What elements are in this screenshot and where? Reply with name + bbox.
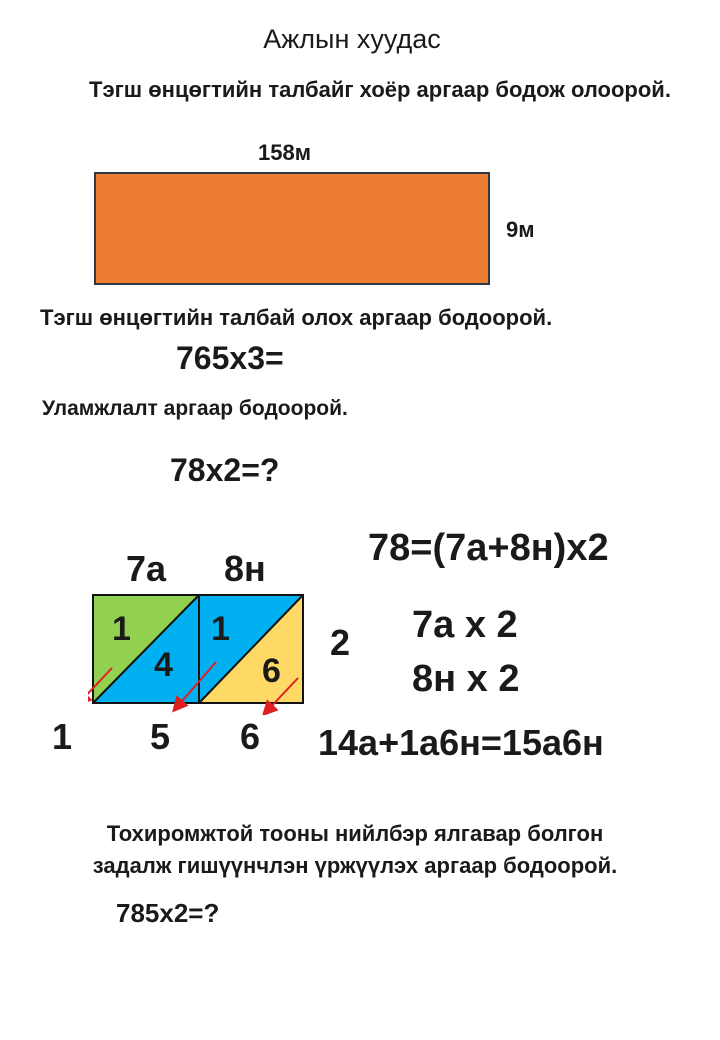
rectangle-height-label: 9м <box>506 217 535 242</box>
step-units-times-two: 8н х 2 <box>412 658 520 700</box>
lattice-cell-1-top-digit: 1 <box>112 610 131 648</box>
task-4-expression: 785х2=? <box>116 898 220 928</box>
lattice-multiplication-grid <box>88 590 313 715</box>
lattice-cell-1-bottom-digit: 4 <box>154 646 173 684</box>
task-2-expression: 765х3= <box>176 340 284 376</box>
decomposition-equation: 78=(7а+8н)х2 <box>368 527 609 569</box>
lattice-cell-2-top-digit: 1 <box>211 610 230 648</box>
page-title: Ажлын хуудас <box>263 24 441 54</box>
task-4-line-2: задалж гишүүнчлэн үржүүлэх аргаар бодоорой. <box>92 853 618 878</box>
lattice-row-label: 2 <box>330 622 351 663</box>
lattice-result-digit-3: 6 <box>240 716 261 757</box>
task-4-line-1: Тохиромжтой тооны нийлбэр ялгавар болгон <box>106 821 604 846</box>
sum-equation: 14а+1а6н=15а6н <box>318 722 604 763</box>
task-3-instruction: Уламжлалт аргаар бодоорой. <box>42 397 348 420</box>
lattice-column-label-units: 8н <box>224 548 266 589</box>
orange-rectangle <box>94 172 490 285</box>
task-1-instruction: Тэгш өнцөгтийн талбайг хоёр аргаар бодож олоорой. <box>89 77 671 102</box>
lattice-result-digit-2: 5 <box>150 716 171 757</box>
task-2-instruction: Тэгш өнцөгтийн талбай олох аргаар бодоорой. <box>40 305 553 330</box>
task-4-instruction <box>0 818 710 882</box>
rectangle-width-label: 158м <box>258 140 311 165</box>
lattice-column-label-tens: 7а <box>126 548 167 589</box>
step-tens-times-two: 7а х 2 <box>412 604 518 646</box>
lattice-cell-2-bottom-digit: 6 <box>262 652 281 690</box>
task-3-expression: 78х2=? <box>170 452 280 488</box>
lattice-result-digit-1: 1 <box>52 716 73 757</box>
